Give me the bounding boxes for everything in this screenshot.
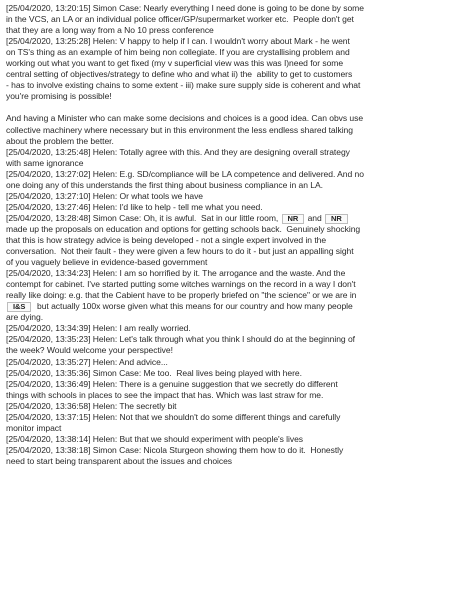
transcript-line: - has to involve existing chains to some extent - iii) make sure supply side is coherent and what <box>6 80 361 91</box>
transcript-line: [25/04/2020, 13:27:10] Helen: Or what tools we have <box>6 190 204 201</box>
transcript-line: [25/04/2020, 13:37:15] Helen: Not that we shouldn't do some different things and carefully <box>6 411 341 422</box>
transcript-line: [25/04/2020, 13:25:48] Helen: Totally agree with this. And they are designing overall strategy <box>6 146 350 157</box>
transcript-line: the week? Would welcome your perspective! <box>6 345 173 356</box>
redaction-box: I&S <box>7 302 31 312</box>
transcript-line: really like doing: e.g. that the Cabient have to be properly briefed on "the science" or we are in <box>6 290 357 301</box>
transcript-line: made up the proposals on education and options for getting schools back. Genuinely shocking <box>6 223 361 234</box>
transcript-line: [25/04/2020, 13:20:15] Simon Case: Nearly everything I need done is going to be done by some <box>6 3 364 13</box>
transcript-line: about the problem the better. <box>6 135 114 146</box>
transcript-line: [25/04/2020, 13:36:58] Helen: The secretly bit <box>6 400 177 411</box>
transcript-line: And having a Minister who can make some decisions and choices is a good idea. Can obvs use <box>6 113 364 124</box>
transcript-line: need to start being transparent about the issues and choices <box>6 455 233 466</box>
transcript-line: [25/04/2020, 13:35:23] Helen: Let's talk through what you think I should do at the beginning of <box>6 334 355 345</box>
transcript-line: working out what you want to get fixed (my v superficial view was this was I)need for some <box>6 58 344 69</box>
transcript-line: [25/04/2020, 13:38:18] Simon Case: Nicola Sturgeon showing them how to do it. Honestly <box>6 444 344 455</box>
paragraph-gap <box>6 102 458 113</box>
line-text: and <box>305 212 325 223</box>
transcript-line: collective machinery where necessary but in this environment the less endless shared talking <box>6 124 353 135</box>
transcript-line: conversation. Not their fault - they were given a few hours to do it - but just an appalling sight <box>6 246 354 257</box>
transcript-line <box>6 213 458 224</box>
transcript-line: of you vaguely believe in evidence-based government <box>6 257 208 268</box>
transcript-line: [25/04/2020, 13:34:23] Helen: I am so horrified by it. The arrogance and the waste. And the <box>6 268 346 279</box>
transcript-line: [25/04/2020, 13:25:28] Helen: V happy to help if I can. I wouldn't worry about Mark - he went <box>6 36 350 47</box>
transcript-line: [25/04/2020, 13:35:27] Helen: And advice... <box>6 356 168 367</box>
transcript-line: [25/04/2020, 13:27:02] Helen: E.g. SD/compliance will be LA competence and delivered. And no <box>6 168 364 179</box>
transcript-line: one doing any of this understands the first thing about business compliance in an LA. <box>6 179 323 190</box>
redaction-box: NR <box>325 214 348 224</box>
transcript-line: that they are a long way from a No 10 press conference <box>6 25 214 36</box>
transcript-line: monitor impact <box>6 422 62 433</box>
transcript-line: central setting of objectives/strategy to define who and what ii) the ability to get to customers <box>6 69 353 80</box>
transcript-line: in the VCS, an LA or an individual police officer/GP/supermarket worker etc. People don't get <box>6 14 354 25</box>
message-transcript <box>6 3 458 467</box>
redaction-box: NR <box>282 214 305 224</box>
transcript-line: with same ignorance <box>6 157 84 168</box>
transcript-line: contempt for cabinet. I've started putting some witches warnings on the record in a way I don't <box>6 279 356 290</box>
line-text: [25/04/2020, 13:28:48] Simon Case: Oh, it is awful. Sat in our little room, <box>6 212 281 223</box>
transcript-line: that this is how strategy advice is being developed - not a single expert involved in the <box>6 234 327 245</box>
transcript-line: on TS's thing as an example of him being non collegiate. If you are crystallising problem and <box>6 47 350 58</box>
transcript-line: you're promising is possible! <box>6 91 112 102</box>
transcript-line: [25/04/2020, 13:38:14] Helen: But that we should experiment with people's lives <box>6 433 304 444</box>
transcript-line <box>6 301 458 312</box>
line-text: but actually 100x worse given what this means for our country and how many people <box>32 301 353 312</box>
transcript-line: [25/04/2020, 13:34:39] Helen: I am really worried. <box>6 323 191 334</box>
transcript-line: are dying. <box>6 312 44 323</box>
transcript-line: [25/04/2020, 13:27:46] Helen: I'd like to help - tell me what you need. <box>6 201 263 212</box>
transcript-line: things with schools in places to see the impact that has. Which was last straw for me. <box>6 389 324 400</box>
transcript-line: [25/04/2020, 13:36:49] Helen: There is a genuine suggestion that we secretly do different <box>6 378 338 389</box>
transcript-line: [25/04/2020, 13:35:36] Simon Case: Me too. Real lives being played with here. <box>6 367 302 378</box>
